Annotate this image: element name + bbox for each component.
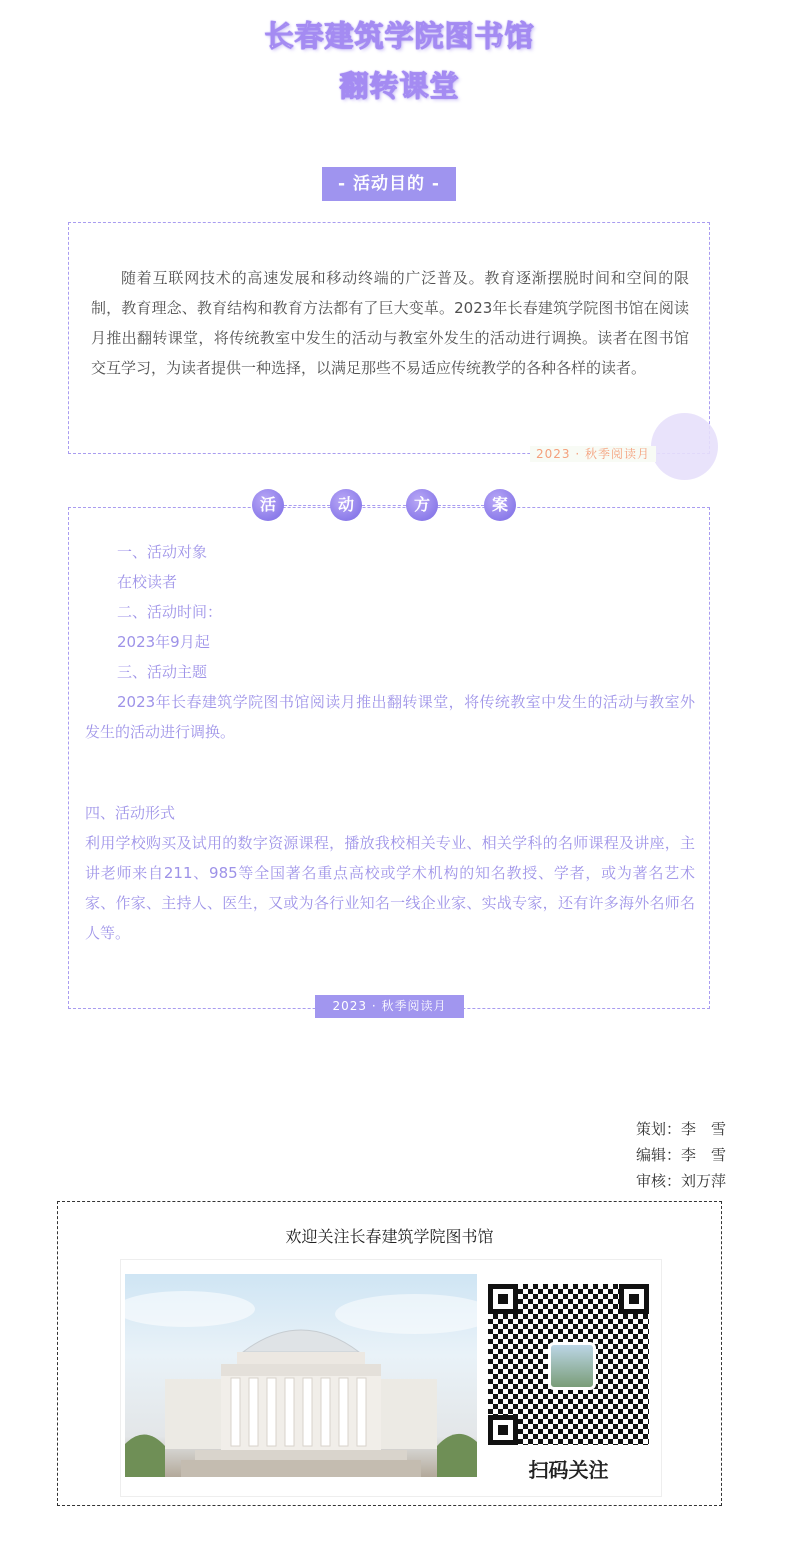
plan-item-title: 四、活动形式 bbox=[85, 804, 176, 822]
qr-finder bbox=[488, 1284, 518, 1314]
library-building-image bbox=[125, 1274, 477, 1477]
plan-item-value: 利用学校购买及试用的数字资源课程，播放我校相关专业、相关学科的名师课程及讲座，主讲老师来自211、985等全国著名重点高校或学术机构的知名教授、学者，或为著名艺术家、作家、主持人、医生，又或为各行业知名一线企业家、实战专家，还有许多海外名师名人等。 bbox=[85, 834, 695, 942]
plan-season-tag: 2023 · 秋季阅读月 bbox=[315, 995, 464, 1018]
plan-heading-char: 活 bbox=[252, 489, 284, 521]
follow-card bbox=[120, 1259, 662, 1497]
plan-heading-char: 案 bbox=[484, 489, 516, 521]
purpose-season-tag: 2023 · 秋季阅读月 bbox=[530, 446, 656, 462]
follow-box bbox=[57, 1201, 722, 1506]
credit-reviewer: 审核：刘万萍 bbox=[635, 1172, 726, 1190]
credits bbox=[600, 1116, 726, 1194]
credit-planner: 策划：李 雪 bbox=[635, 1120, 726, 1138]
decorative-circle bbox=[651, 413, 718, 480]
purpose-box bbox=[68, 222, 710, 454]
plan-item-value: 2023年9月起 bbox=[117, 633, 210, 651]
page-subtitle: 翻转课堂 bbox=[339, 69, 460, 103]
plan-heading-char: 方 bbox=[406, 489, 438, 521]
plan-item-title: 二、活动时间： bbox=[117, 603, 223, 621]
qr-finder bbox=[619, 1284, 649, 1314]
page-title: 长春建筑学院图书馆 bbox=[264, 19, 535, 53]
heading-connector bbox=[284, 505, 330, 506]
heading-connector bbox=[362, 505, 406, 506]
credit-editor: 编辑：李 雪 bbox=[635, 1146, 726, 1164]
plan-item-title: 三、活动主题 bbox=[117, 663, 208, 681]
heading-connector bbox=[438, 505, 484, 506]
follow-text: 欢迎关注长春建筑学院图书馆 bbox=[285, 1227, 494, 1246]
purpose-badge: - 活动目的 - bbox=[322, 167, 456, 201]
purpose-text: 随着互联网技术的高速发展和移动终端的广泛普及。教育逐渐摆脱时间和空间的限制，教育理念、教育结构和教育方法都有了巨大变革。2023年长春建筑学院图书馆在阅读月推出翻转课堂，将传统教室中发生的活动与教室外发生的活动进行调换。读者在图书馆交互学习，为读者提供一种选择，以满足那些不易适应传统教学的各种各样的读者。 bbox=[91, 269, 689, 377]
qr-finder bbox=[488, 1415, 518, 1445]
qr-code-icon[interactable] bbox=[488, 1284, 649, 1445]
qr-logo bbox=[548, 1342, 596, 1390]
plan-heading-char: 动 bbox=[330, 489, 362, 521]
plan-item-value: 2023年长春建筑学院图书馆阅读月推出翻转课堂，将传统教室中发生的活动与教室外发生的活动进行调换。 bbox=[85, 693, 695, 741]
plan-item-title: 一、活动对象 bbox=[117, 543, 208, 561]
scan-label: 扫码关注 bbox=[528, 1458, 609, 1482]
plan-item-value: 在校读者 bbox=[117, 573, 178, 591]
